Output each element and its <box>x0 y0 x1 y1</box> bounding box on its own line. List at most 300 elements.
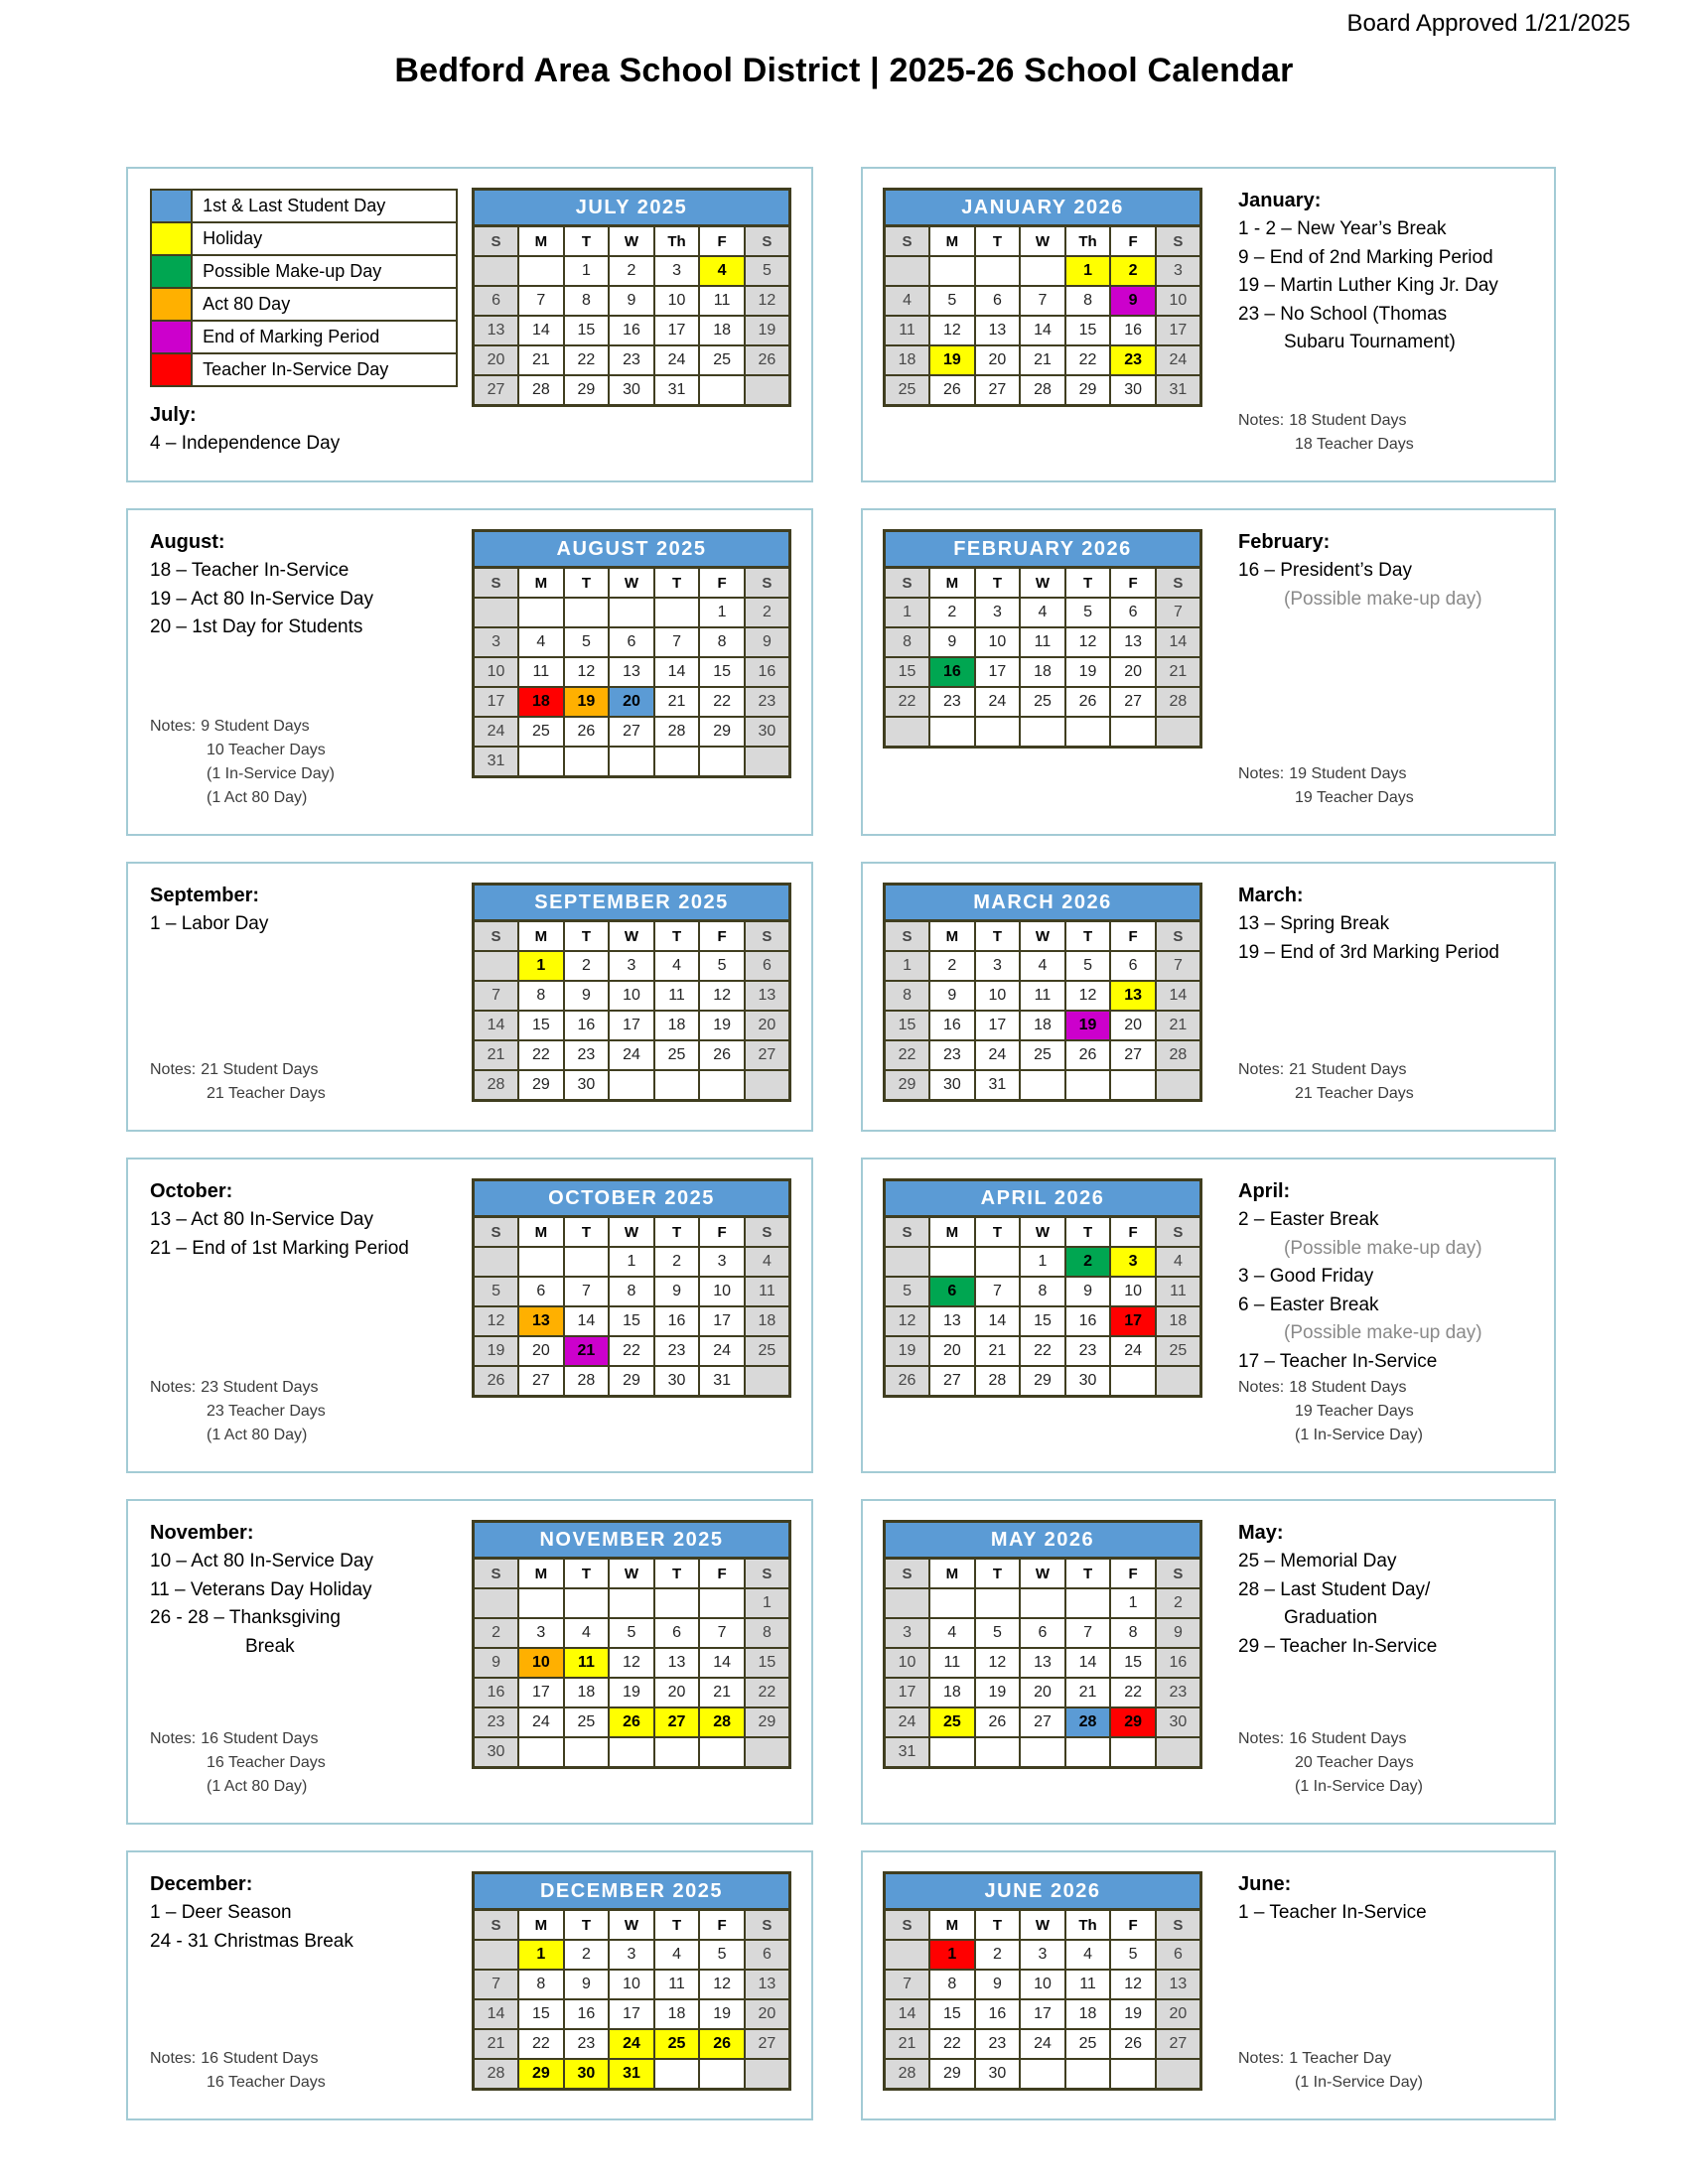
calendar-day-cell: 8 <box>518 981 564 1011</box>
weekday-header-cell: S <box>745 568 790 599</box>
week-row <box>474 1648 790 1678</box>
calendar-day-cell: 11 <box>518 657 564 687</box>
left-month-panel <box>126 1850 813 2120</box>
weekday-header-row <box>885 1217 1201 1248</box>
weekday-header-cell: T <box>975 568 1021 599</box>
left-notes-column <box>148 1175 472 1455</box>
notes-summary-first-line <box>1238 762 1534 786</box>
weekday-header-cell: F <box>1110 226 1156 257</box>
weekday-header-row <box>885 226 1201 257</box>
calendar-day-cell: 13 <box>474 316 519 345</box>
month-notes-title: October: <box>150 1180 233 1202</box>
weekday-header-cell: W <box>1020 1910 1065 1941</box>
calendar-day-cell: 28 <box>474 1070 519 1101</box>
calendar-day-cell: 13 <box>654 1648 700 1678</box>
weekday-header-cell: T <box>564 226 610 257</box>
weekday-header-cell: S <box>1156 1217 1201 1248</box>
month-header: JULY 2025 <box>472 188 791 224</box>
calendar-day-cell <box>745 747 790 777</box>
calendar-day-cell: 11 <box>745 1277 790 1306</box>
month-grid <box>472 1557 791 1769</box>
calendar-day-cell: 29 <box>1020 1366 1065 1397</box>
notes-summary <box>1238 1058 1534 1110</box>
legend-row <box>151 288 457 321</box>
calendar-day-cell: 15 <box>929 1999 975 2029</box>
calendar-day-cell: 9 <box>564 1970 610 1999</box>
week-row <box>474 1588 790 1618</box>
notes-summary-value: 16 Student Days <box>1289 1730 1407 1747</box>
calendar-day-cell: 14 <box>699 1648 745 1678</box>
left-month-panel <box>126 862 813 1132</box>
notes-summary-label: Notes: <box>1238 412 1285 429</box>
calendar-day-cell: 2 <box>1156 1588 1201 1618</box>
calendar-day-cell <box>975 1737 1021 1768</box>
calendar-day-cell <box>745 1366 790 1397</box>
month-note-line: Break <box>245 1635 295 1657</box>
notes-summary-label: Notes: <box>150 1061 197 1078</box>
calendar-day-cell: 30 <box>1156 1707 1201 1737</box>
calendar-day-cell: 9 <box>745 627 790 657</box>
calendar-day-cell <box>518 598 564 627</box>
calendar-day-cell: 17 <box>1110 1306 1156 1336</box>
calendar-day-cell: 17 <box>975 657 1021 687</box>
week-row <box>885 345 1201 375</box>
calendar-day-cell: 30 <box>564 1070 610 1101</box>
calendar-day-cell: 18 <box>1020 657 1065 687</box>
calendar-day-cell: 12 <box>1065 981 1111 1011</box>
calendar-day-cell <box>518 256 564 286</box>
month-note-line: 4 – Independence Day <box>150 433 341 454</box>
calendar-day-cell <box>654 598 700 627</box>
calendar-day-cell: 10 <box>885 1648 930 1678</box>
legend-color-swatch <box>151 190 192 222</box>
month-note-line: 1 – Teacher In-Service <box>1238 1902 1427 1923</box>
month-grid <box>883 1557 1202 1769</box>
calendar-day-cell: 16 <box>474 1678 519 1707</box>
calendar-day-cell: 27 <box>518 1366 564 1397</box>
weekday-header-cell: S <box>474 921 519 952</box>
month-note-line: Subaru Tournament) <box>1284 332 1456 352</box>
calendar-day-cell: 4 <box>885 286 930 316</box>
weekday-header-cell: T <box>564 1217 610 1248</box>
calendar-day-cell: 25 <box>1156 1336 1201 1366</box>
calendar-day-cell: 1 <box>699 598 745 627</box>
calendar-day-cell <box>1156 1366 1201 1397</box>
calendar-day-cell: 6 <box>745 951 790 981</box>
week-row <box>474 1999 790 2029</box>
right-notes-column <box>1202 1868 1534 2103</box>
calendar-day-cell: 5 <box>745 256 790 286</box>
calendar-day-cell: 4 <box>654 1940 700 1970</box>
calendar-day-cell: 16 <box>654 1306 700 1336</box>
month-notes-title: June: <box>1238 1873 1292 1895</box>
calendar-day-cell: 7 <box>474 1970 519 1999</box>
notes-summary-value: 18 Student Days <box>1289 412 1407 429</box>
calendar-day-cell: 30 <box>564 2059 610 2090</box>
week-row <box>885 1678 1201 1707</box>
calendar-day-cell: 13 <box>1156 1970 1201 1999</box>
calendar-day-cell: 26 <box>474 1366 519 1397</box>
calendar-day-cell: 17 <box>1156 316 1201 345</box>
month-grid <box>883 566 1202 749</box>
month-notes-title: January: <box>1238 190 1322 211</box>
month-calendar <box>883 529 1202 749</box>
month-note-line: 13 – Act 80 In-Service Day <box>150 1209 373 1230</box>
calendar-day-cell: 22 <box>518 2029 564 2059</box>
calendar-day-cell: 28 <box>885 2059 930 2090</box>
calendar-day-cell: 3 <box>609 951 654 981</box>
week-row <box>474 1737 790 1768</box>
weekday-header-cell: S <box>745 1910 790 1941</box>
notes-summary-first-line <box>150 1376 458 1400</box>
month-header: JUNE 2026 <box>883 1871 1202 1908</box>
calendar-day-cell: 8 <box>1020 1277 1065 1306</box>
calendar-day-cell: 12 <box>609 1648 654 1678</box>
month-note-line: 11 – Veterans Day Holiday <box>150 1578 372 1600</box>
calendar-day-cell: 6 <box>745 1940 790 1970</box>
calendar-day-cell: 6 <box>609 627 654 657</box>
notes-summary-value: (1 Act 80 Day) <box>207 789 308 806</box>
notes-summary-label: Notes: <box>150 718 197 735</box>
week-row <box>885 1247 1201 1277</box>
calendar-row <box>126 1158 1562 1473</box>
week-row <box>474 1040 790 1070</box>
weekday-header-cell: T <box>975 226 1021 257</box>
calendar-day-cell: 8 <box>1065 286 1111 316</box>
week-row <box>885 1306 1201 1336</box>
month-calendar <box>883 883 1202 1102</box>
calendar-day-cell: 10 <box>1020 1970 1065 1999</box>
calendar-day-cell: 22 <box>1020 1336 1065 1366</box>
calendar-day-cell: 11 <box>1156 1277 1201 1306</box>
notes-summary-value: 9 Student Days <box>201 718 310 735</box>
month-note-line: 19 – Martin Luther King Jr. Day <box>1238 275 1498 296</box>
calendar-day-cell <box>699 1070 745 1101</box>
month-header: DECEMBER 2025 <box>472 1871 791 1908</box>
calendar-day-cell: 4 <box>745 1247 790 1277</box>
calendar-day-cell: 5 <box>1065 598 1111 627</box>
month-note-line: 1 - 2 – New Year’s Break <box>1238 218 1447 239</box>
calendar-day-cell: 31 <box>474 747 519 777</box>
weekday-header-cell: M <box>929 1559 975 1589</box>
calendar-day-cell: 28 <box>1156 1040 1201 1070</box>
calendar-day-cell: 3 <box>1110 1247 1156 1277</box>
calendar-day-cell: 29 <box>745 1707 790 1737</box>
week-row <box>885 316 1201 345</box>
calendar-day-cell: 29 <box>564 375 610 406</box>
weekday-header-row <box>474 1217 790 1248</box>
calendar-day-cell <box>474 1588 519 1618</box>
weekday-header-row <box>885 1559 1201 1589</box>
calendar-day-cell: 17 <box>885 1678 930 1707</box>
calendar-day-cell: 3 <box>518 1618 564 1648</box>
week-row <box>885 2059 1201 2090</box>
calendar-day-cell: 23 <box>1065 1336 1111 1366</box>
calendar-day-cell: 16 <box>975 1999 1021 2029</box>
calendar-day-cell: 11 <box>654 981 700 1011</box>
calendar-day-cell <box>745 1070 790 1101</box>
calendar-day-cell: 10 <box>975 981 1021 1011</box>
right-month-panel <box>861 862 1556 1132</box>
calendar-day-cell: 19 <box>1110 1999 1156 2029</box>
calendar-day-cell: 4 <box>518 627 564 657</box>
notes-summary-first-line <box>1238 2047 1534 2071</box>
calendar-day-cell: 5 <box>1110 1940 1156 1970</box>
calendar-day-cell <box>564 598 610 627</box>
calendar-day-cell: 1 <box>609 1247 654 1277</box>
calendar-day-cell: 12 <box>975 1648 1021 1678</box>
calendar-day-cell <box>518 1247 564 1277</box>
calendar-day-cell: 26 <box>885 1366 930 1397</box>
calendar-row <box>126 1850 1562 2120</box>
month-calendar <box>883 1871 1202 2091</box>
calendar-day-cell <box>1110 1737 1156 1768</box>
calendar-day-cell: 2 <box>564 951 610 981</box>
month-calendar <box>472 188 791 407</box>
calendar-day-cell: 9 <box>1065 1277 1111 1306</box>
calendar-day-cell: 24 <box>474 717 519 747</box>
calendar-day-cell: 27 <box>609 717 654 747</box>
notes-summary-first-line <box>150 1727 458 1751</box>
calendar-day-cell: 27 <box>1110 687 1156 717</box>
calendar-day-cell: 26 <box>975 1707 1021 1737</box>
month-grid <box>472 224 791 407</box>
calendar-day-cell: 14 <box>564 1306 610 1336</box>
calendar-day-cell: 25 <box>1020 1040 1065 1070</box>
notes-summary-first-line <box>150 715 458 739</box>
calendar-day-cell: 7 <box>1020 286 1065 316</box>
weekday-header-cell: S <box>1156 1559 1201 1589</box>
week-row <box>474 687 790 717</box>
weekday-header-cell: S <box>1156 226 1201 257</box>
month-note-line: 24 - 31 Christmas Break <box>150 1930 353 1952</box>
notes-summary-value: 18 Teacher Days <box>1295 436 1414 453</box>
calendar-day-cell: 21 <box>474 2029 519 2059</box>
calendar-day-cell: 16 <box>1110 316 1156 345</box>
week-row <box>885 1999 1201 2029</box>
week-row <box>474 1618 790 1648</box>
calendar-day-cell: 7 <box>654 627 700 657</box>
calendar-day-cell: 23 <box>654 1336 700 1366</box>
calendar-day-cell: 22 <box>699 687 745 717</box>
month-note-line: 3 – Good Friday <box>1238 1266 1374 1287</box>
weekday-header-cell: S <box>885 226 930 257</box>
calendar-day-cell: 27 <box>654 1707 700 1737</box>
calendar-day-cell: 14 <box>474 1999 519 2029</box>
calendar-day-cell: 26 <box>564 717 610 747</box>
calendar-day-cell: 5 <box>699 1940 745 1970</box>
calendar-day-cell: 31 <box>609 2059 654 2090</box>
calendar-day-cell: 26 <box>745 345 790 375</box>
weekday-header-cell: F <box>1110 1910 1156 1941</box>
calendar-day-cell: 2 <box>1110 256 1156 286</box>
calendar-day-cell: 16 <box>1065 1306 1111 1336</box>
week-row <box>885 1336 1201 1366</box>
calendar-day-cell <box>885 1588 930 1618</box>
weekday-header-cell: T <box>1065 568 1111 599</box>
calendar-day-cell: 12 <box>699 1970 745 1999</box>
weekday-header-cell: T <box>1065 1217 1111 1248</box>
calendar-day-cell <box>609 747 654 777</box>
weekday-header-cell: M <box>929 1910 975 1941</box>
notes-summary-value: 23 Teacher Days <box>207 1403 326 1420</box>
calendar-day-cell <box>975 256 1021 286</box>
weekday-header-cell: F <box>699 1217 745 1248</box>
legend-row <box>151 255 457 288</box>
calendar-rows <box>126 167 1562 2146</box>
weekday-header-cell: W <box>1020 1559 1065 1589</box>
calendar-day-cell: 19 <box>699 1011 745 1040</box>
calendar-day-cell: 26 <box>699 1040 745 1070</box>
calendar-day-cell: 24 <box>975 687 1021 717</box>
notes-summary-value: (1 In-Service Day) <box>1295 1427 1423 1443</box>
calendar-day-cell <box>1020 1588 1065 1618</box>
week-row <box>474 1306 790 1336</box>
calendar-day-cell: 30 <box>1065 1366 1111 1397</box>
month-notes-title: May: <box>1238 1522 1284 1544</box>
right-month-panel <box>861 167 1556 482</box>
month-note-line: 16 – President’s Day <box>1238 560 1412 581</box>
calendar-day-cell: 24 <box>1110 1336 1156 1366</box>
notes-summary-first-line <box>1238 1376 1534 1400</box>
calendar-day-cell: 25 <box>885 375 930 406</box>
calendar-day-cell: 3 <box>975 598 1021 627</box>
calendar-day-cell <box>474 951 519 981</box>
calendar-day-cell <box>745 2059 790 2090</box>
calendar-day-cell: 21 <box>654 687 700 717</box>
month-note-line: 1 – Labor Day <box>150 913 269 934</box>
calendar-day-cell: 26 <box>609 1707 654 1737</box>
calendar-day-cell: 9 <box>929 981 975 1011</box>
calendar-day-cell: 4 <box>929 1618 975 1648</box>
calendar-day-cell: 27 <box>1020 1707 1065 1737</box>
calendar-day-cell: 15 <box>745 1648 790 1678</box>
weekday-header-cell: M <box>518 921 564 952</box>
calendar-day-cell: 28 <box>1020 375 1065 406</box>
calendar-day-cell: 22 <box>1110 1678 1156 1707</box>
notes-summary <box>150 1376 458 1451</box>
calendar-day-cell <box>699 2059 745 2090</box>
left-notes-column <box>148 1868 472 2103</box>
notes-summary-value: 23 Student Days <box>201 1379 319 1396</box>
month-note-line: 19 – End of 3rd Marking Period <box>1238 941 1499 963</box>
left-notes-column <box>148 880 472 1114</box>
weekday-header-cell: S <box>474 1217 519 1248</box>
calendar-day-cell: 17 <box>609 1011 654 1040</box>
calendar-day-cell: 2 <box>654 1247 700 1277</box>
calendar-day-cell: 2 <box>975 1940 1021 1970</box>
month-notes-title: September: <box>150 885 260 906</box>
calendar-day-cell: 22 <box>518 1040 564 1070</box>
left-notes-column <box>148 526 472 818</box>
month-note-line: 19 – Act 80 In-Service Day <box>150 588 373 610</box>
week-row <box>474 1970 790 1999</box>
weekday-header-cell: S <box>885 1217 930 1248</box>
calendar-day-cell: 15 <box>609 1306 654 1336</box>
calendar-day-cell: 28 <box>1156 687 1201 717</box>
notes-summary-value: 20 Teacher Days <box>1295 1754 1414 1771</box>
calendar-day-cell: 6 <box>1020 1618 1065 1648</box>
calendar-day-cell: 16 <box>1156 1648 1201 1678</box>
month-notes-title: March: <box>1238 885 1304 906</box>
weekday-header-cell: W <box>609 226 654 257</box>
week-row <box>474 1336 790 1366</box>
calendar-day-cell <box>1065 1588 1111 1618</box>
weekday-header-cell: T <box>564 1910 610 1941</box>
week-row <box>885 1618 1201 1648</box>
weekday-header-cell: S <box>745 1217 790 1248</box>
weekday-header-row <box>885 568 1201 599</box>
calendar-day-cell: 13 <box>1110 981 1156 1011</box>
calendar-day-cell: 28 <box>564 1366 610 1397</box>
calendar-day-cell: 30 <box>1110 375 1156 406</box>
week-row <box>474 1277 790 1306</box>
month-header: NOVEMBER 2025 <box>472 1520 791 1557</box>
calendar-day-cell <box>1156 717 1201 748</box>
weekday-header-cell: S <box>1156 921 1201 952</box>
calendar-day-cell: 4 <box>1020 598 1065 627</box>
calendar-day-cell: 6 <box>474 286 519 316</box>
calendar-day-cell: 26 <box>929 375 975 406</box>
calendar-day-cell: 31 <box>1156 375 1201 406</box>
weekday-header-cell: S <box>474 1559 519 1589</box>
month-note-line: 1 – Deer Season <box>150 1902 292 1923</box>
calendar-day-cell: 28 <box>699 1707 745 1737</box>
week-row <box>885 1040 1201 1070</box>
month-note-line: (Possible make-up day) <box>1284 1237 1482 1259</box>
calendar-day-cell: 31 <box>885 1737 930 1768</box>
calendar-day-cell: 1 <box>885 951 930 981</box>
month-note-line: 26 - 28 – Thanksgiving <box>150 1607 341 1628</box>
calendar-day-cell: 7 <box>975 1277 1021 1306</box>
calendar-day-cell: 29 <box>885 1070 930 1101</box>
calendar-day-cell: 8 <box>699 627 745 657</box>
calendar-day-cell <box>474 1247 519 1277</box>
week-row <box>474 1707 790 1737</box>
calendar-day-cell: 30 <box>929 1070 975 1101</box>
calendar-day-cell <box>609 598 654 627</box>
calendar-day-cell: 25 <box>654 1040 700 1070</box>
calendar-day-cell: 30 <box>609 375 654 406</box>
calendar-day-cell <box>885 1940 930 1970</box>
calendar-day-cell: 21 <box>1156 657 1201 687</box>
right-month-panel <box>861 1158 1556 1473</box>
calendar-day-cell: 31 <box>654 375 700 406</box>
calendar-day-cell: 29 <box>609 1366 654 1397</box>
weekday-header-cell: F <box>699 1559 745 1589</box>
calendar-day-cell: 4 <box>1020 951 1065 981</box>
weekday-header-cell: S <box>885 1559 930 1589</box>
calendar-day-cell: 24 <box>609 1040 654 1070</box>
weekday-header-cell: T <box>654 921 700 952</box>
page-title: Bedford Area School District | 2025-26 School Calendar <box>394 52 1294 89</box>
calendar-day-cell: 15 <box>518 1999 564 2029</box>
calendar-day-cell: 1 <box>929 1940 975 1970</box>
right-month-panel <box>861 508 1556 836</box>
weekday-header-cell: W <box>1020 921 1065 952</box>
weekday-header-row <box>474 226 790 257</box>
calendar-day-cell: 12 <box>1065 627 1111 657</box>
notes-summary-label: Notes: <box>150 1730 197 1747</box>
calendar-day-cell: 28 <box>1065 1707 1111 1737</box>
calendar-day-cell <box>609 1737 654 1768</box>
notes-summary-first-line <box>1238 1727 1534 1751</box>
notes-summary-label: Notes: <box>150 2050 197 2067</box>
notes-summary-value: 19 Student Days <box>1289 765 1407 782</box>
notes-summary-value: 21 Student Days <box>201 1061 319 1078</box>
calendar-day-cell: 25 <box>564 1707 610 1737</box>
week-row <box>885 717 1201 748</box>
